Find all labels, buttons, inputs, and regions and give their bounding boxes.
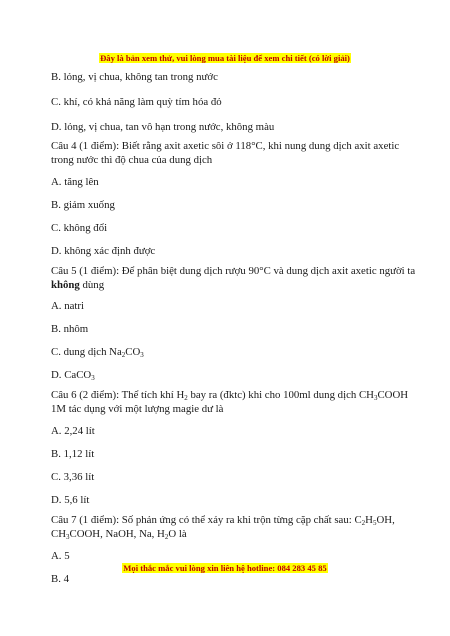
q6-option-b: B. 1,12 lít — [51, 448, 95, 460]
question-6-line-2: 1M tác dụng với một lượng magie dư là — [51, 403, 224, 415]
q7-option-a: A. 5 — [51, 550, 70, 562]
q5-option-a: A. natri — [51, 300, 84, 312]
question-4-line-1: Câu 4 (1 điểm): Biết rằng axit axetic sôi ở 118°C, khi nung dung dịch axit axetic — [51, 140, 400, 152]
question-5-line-1: Câu 5 (1 điểm): Để phân biệt dung dịch rượu 90°C và dung dịch axit axetic người ta — [51, 265, 416, 277]
option-c-prev: C. khí, có khả năng làm quỳ tím hóa đỏ — [51, 96, 222, 108]
hotline-banner: Mọi thắc mắc vui lòng xin liên hệ hotline: 084 283 45 85 — [123, 563, 327, 573]
q6-option-a: A. 2,24 lít — [51, 425, 95, 437]
question-4-line-2: trong nước thì độ chua của dung dịch — [51, 154, 213, 166]
q4-option-d: D. không xác định được — [51, 245, 156, 257]
question-6-line-1: Câu 6 (2 điểm): Thể tích khí $H_2$ bay ra (đktc) khi cho 100ml dung dịch $CH_3COOH$ — [51, 389, 409, 402]
q4-option-c: C. không đổi — [51, 222, 108, 234]
q4-option-a: A. tăng lên — [51, 176, 99, 188]
q5-option-b: B. nhôm — [51, 323, 89, 335]
option-d-prev: D. lỏng, vị chua, tan vô hạn trong nước, không màu — [51, 121, 275, 133]
q5-option-c: C. dung dịch $Na_2CO_3$ — [51, 346, 144, 359]
preview-banner: Đây là bản xem thử, vui lòng mua tài liệu để xem chi tiết (có lời giải) — [100, 53, 350, 63]
q6-option-d: D. 5,6 lít — [51, 494, 90, 506]
q4-option-b: B. giảm xuống — [51, 199, 115, 211]
q7-option-b: B. 4 — [51, 573, 69, 585]
question-5-line-2: không dùng — [51, 279, 105, 291]
emphasis-khong: không — [51, 279, 80, 291]
question-7-line-2: $CH_3COOH$, NaOH, Na, $H_2O$ là — [51, 528, 187, 541]
q6-option-c: C. 3,36 lít — [51, 471, 95, 483]
question-7-line-1: Câu 7 (1 điểm): Số phản ứng có thể xảy ra khi trộn từng cặp chất sau: $C_2H_5OH$, — [51, 514, 395, 527]
option-b-prev: B. lỏng, vị chua, không tan trong nước — [51, 71, 218, 83]
q5-option-d: D. CaCO$_3$ — [51, 369, 95, 382]
